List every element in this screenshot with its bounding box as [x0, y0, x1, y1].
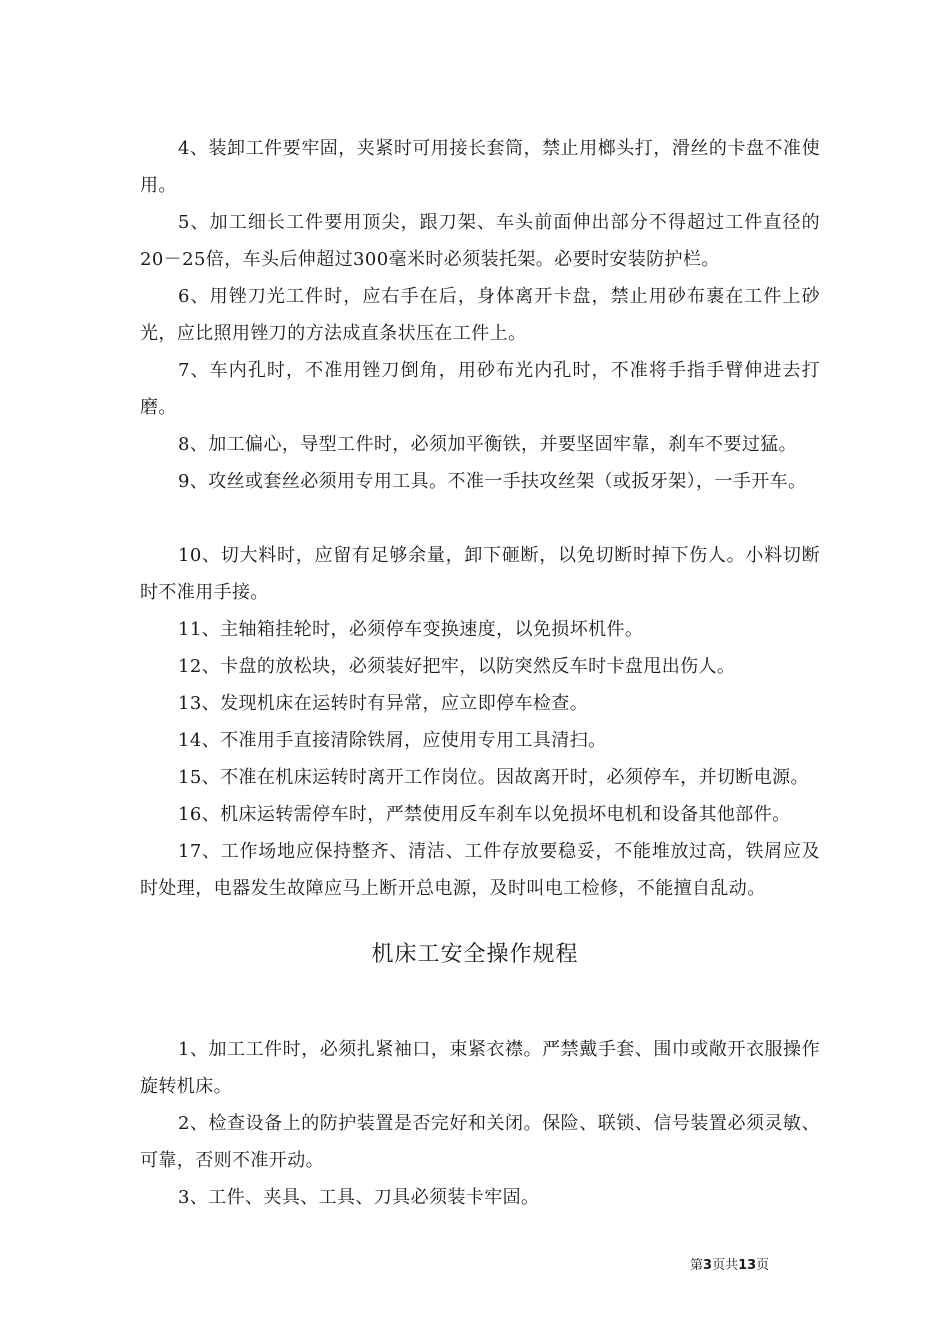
rule-item-6: 6、用锉刀光工件时，应右手在后，身体离开卡盘，禁止用砂布裹在工件上砂光，应比照用锉刀的方法成直条状压在工件上。	[140, 286, 820, 344]
page-number-middle: 页共	[712, 1258, 739, 1273]
rule-item-12: 12、卡盘的放松块，必须装好把牢，以防突然反车时卡盘甩出伤人。	[178, 656, 736, 677]
rule-item-9: 9、攻丝或套丝必须用专用工具。不准一手扶攻丝架（或扳牙架），一手开车。	[178, 471, 807, 492]
rule-item-17: 17、工作场地应保持整齐、清洁、工件存放要稳妥，不能堆放过高，铁屑应及时处理，电器发生故障应马上断开总电源，及时叫电工检修，不能擅自乱动。	[140, 841, 820, 899]
rule-item-1: 1、加工工件时，必须扎紧袖口，束紧衣襟。严禁戴手套、围巾或敞开衣服操作旋转机床。	[140, 1039, 820, 1097]
rule-item-16: 16、机床运转需停车时，严禁使用反车刹车以免损坏电机和设备其他部件。	[178, 804, 791, 825]
page-number-current: 3	[703, 1258, 713, 1273]
rule-item-10: 10、切大料时，应留有足够余量，卸下砸断，以免切断时掉下伤人。小料切断时不准用手接。	[140, 545, 820, 603]
rule-item-3: 3、工件、夹具、工具、刀具必须装卡牢固。	[178, 1187, 540, 1208]
rule-item-11: 11、主轴箱挂轮时，必须停车变换速度，以免损坏机件。	[178, 619, 644, 640]
page-number-suffix: 页	[756, 1258, 770, 1273]
rule-item-2: 2、检查设备上的防护装置是否完好和关闭。保险、联锁、信号装置必须灵敏、可靠，否则不准开动。	[140, 1113, 820, 1171]
section-title: 机床工安全操作规程	[371, 942, 579, 967]
rule-item-14: 14、不准用手直接清除铁屑，应使用专用工具清扫。	[178, 730, 607, 751]
rule-item-7: 7、车内孔时，不准用锉刀倒角，用砂布光内孔时，不准将手指手臂伸进去打磨。	[140, 360, 820, 418]
rule-item-13: 13、发现机床在运转时有异常，应立即停车检查。	[178, 693, 589, 714]
rule-item-8: 8、加工偏心，导型工件时，必须加平衡铁，并要坚固牢靠，刹车不要过猛。	[178, 434, 798, 455]
rule-item-5: 5、加工细长工件要用顶尖，跟刀架、车头前面伸出部分不得超过工件直径的20－25倍，车头后伸超过300毫米时必须装托架。必要时安装防护栏。	[140, 212, 820, 270]
rule-item-15: 15、不准在机床运转时离开工作岗位。因故离开时，必须停车，并切断电源。	[178, 767, 809, 788]
rule-item-4: 4、装卸工件要牢固，夹紧时可用接长套筒，禁止用榔头打，滑丝的卡盘不准使用。	[140, 138, 820, 196]
page-number-total: 13	[738, 1258, 757, 1273]
page-number-prefix: 第	[690, 1258, 704, 1273]
page-number	[690, 1254, 769, 1273]
